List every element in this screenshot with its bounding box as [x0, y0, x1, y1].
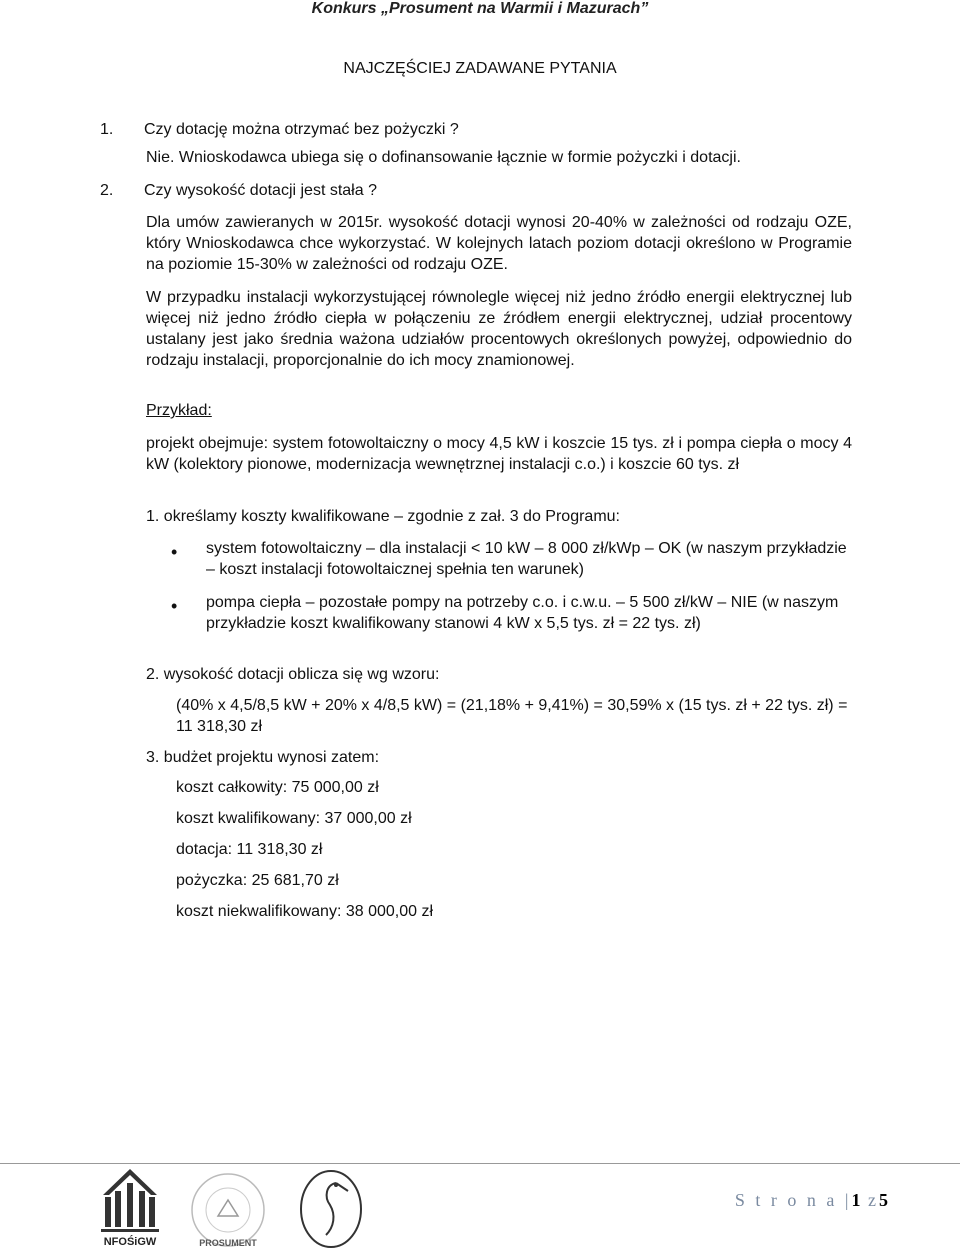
answer-2-paragraph-2: W przypadku instalacji wykorzystującej równolegle więcej niż jedno źródło energii elektrycznej lub więcej niż jedno źródło ciepła w połączeniu ze źródłem energii elektrycznej, udział procentowy ustalany jest jako średnia ważona udziałów procentowych określonych powyżej, odpowiednio do rodzaju instalacji, proporcjonalnie do ich mocy znamionowej. — [146, 289, 852, 369]
page-label: S t r o n a | — [734, 1190, 852, 1210]
budget-item: koszt całkowity: 75 000,00 zł — [176, 779, 379, 796]
step-2: 2. wysokość dotacji oblicza się wg wzoru: — [146, 666, 440, 683]
budget-item: dotacja: 11 318,30 zł — [176, 841, 323, 858]
question-1 — [100, 121, 459, 139]
bullet-item-heat-pump: pompa ciepła – pozostałe pompy na potrzeby c.o. i c.w.u. – 5 500 zł/kW – NIE (w naszym przykładzie koszt kwalifikowany stanowi 4 kW x 5,5 tys. zł = 22 tys. zł) — [206, 594, 839, 632]
question-text: Czy dotację można otrzymać bez pożyczki ? — [144, 121, 459, 138]
document-title: NAJCZĘŚCIEJ ZADAWANE PYTANIA — [343, 60, 617, 77]
question-2 — [100, 182, 377, 200]
total-pages: 5 — [879, 1190, 888, 1210]
nfosigw-logo-text: NFOŚiGW — [103, 1236, 157, 1248]
prosument-logo — [178, 1168, 278, 1250]
page-of-label: z — [868, 1190, 879, 1210]
question-text: Czy wysokość dotacji jest stała ? — [144, 182, 377, 199]
prosument-logo-text: PROSUMENT — [199, 1238, 257, 1248]
step-1: 1. określamy koszty kwalifikowane – zgodnie z zał. 3 do Programu: — [146, 508, 620, 525]
question-number: 2. — [100, 182, 114, 199]
answer-1: Nie. Wnioskodawca ubiega się o dofinansowanie łącznie w formie pożyczki i dotacji. — [146, 149, 741, 166]
budget-item: koszt niekwalifikowany: 38 000,00 zł — [176, 903, 434, 920]
budget-item: pożyczka: 25 681,70 zł — [176, 872, 339, 889]
step-3: 3. budżet projektu wynosi zatem: — [146, 749, 380, 766]
example-label: Przykład: — [146, 402, 212, 419]
nfosigw-logo — [95, 1165, 165, 1250]
bullet-icon — [171, 545, 182, 556]
page-number — [735, 1190, 888, 1211]
page-header-title: Konkurs „Prosument na Warmii i Mazurach” — [311, 0, 649, 17]
budget-item: koszt kwalifikowany: 37 000,00 zł — [176, 810, 412, 827]
formula: (40% x 4,5/8,5 kW + 20% x 4/8,5 kW) = (21,18% + 9,41%) = 30,59% x (15 tys. zł + 22 tys. zł) = 11 318,30 zł — [176, 697, 848, 735]
answer-2-paragraph-1: Dla umów zawieranych w 2015r. wysokość dotacji wynosi 20-40% w zależności od rodzaju OZE, który Wnioskodawca chce wykorzystać. W kolejnych latach poziom dotacji określono w Programie na poziomie 15-30% w zależności od rodzaju OZE. — [146, 214, 852, 273]
footer-divider — [0, 1163, 960, 1164]
current-page: 1 — [851, 1190, 861, 1210]
stork-logo — [296, 1165, 366, 1250]
question-number: 1. — [100, 121, 114, 138]
example-text: projekt obejmuje: system fotowoltaiczny o mocy 4,5 kW i koszcie 15 tys. zł i pompa ciepła o mocy 4 kW (kolektory pionowe, modernizacja wewnętrznej instalacji c.o.) i koszcie 60 tys. zł — [146, 435, 852, 473]
bullet-item-photovoltaic: system fotowoltaiczny – dla instalacji < 10 kW – 8 000 zł/kWp – OK (w naszym przykładzie – koszt instalacji fotowoltaicznej spełnia ten warunek) — [206, 540, 847, 578]
bullet-icon — [171, 599, 182, 610]
